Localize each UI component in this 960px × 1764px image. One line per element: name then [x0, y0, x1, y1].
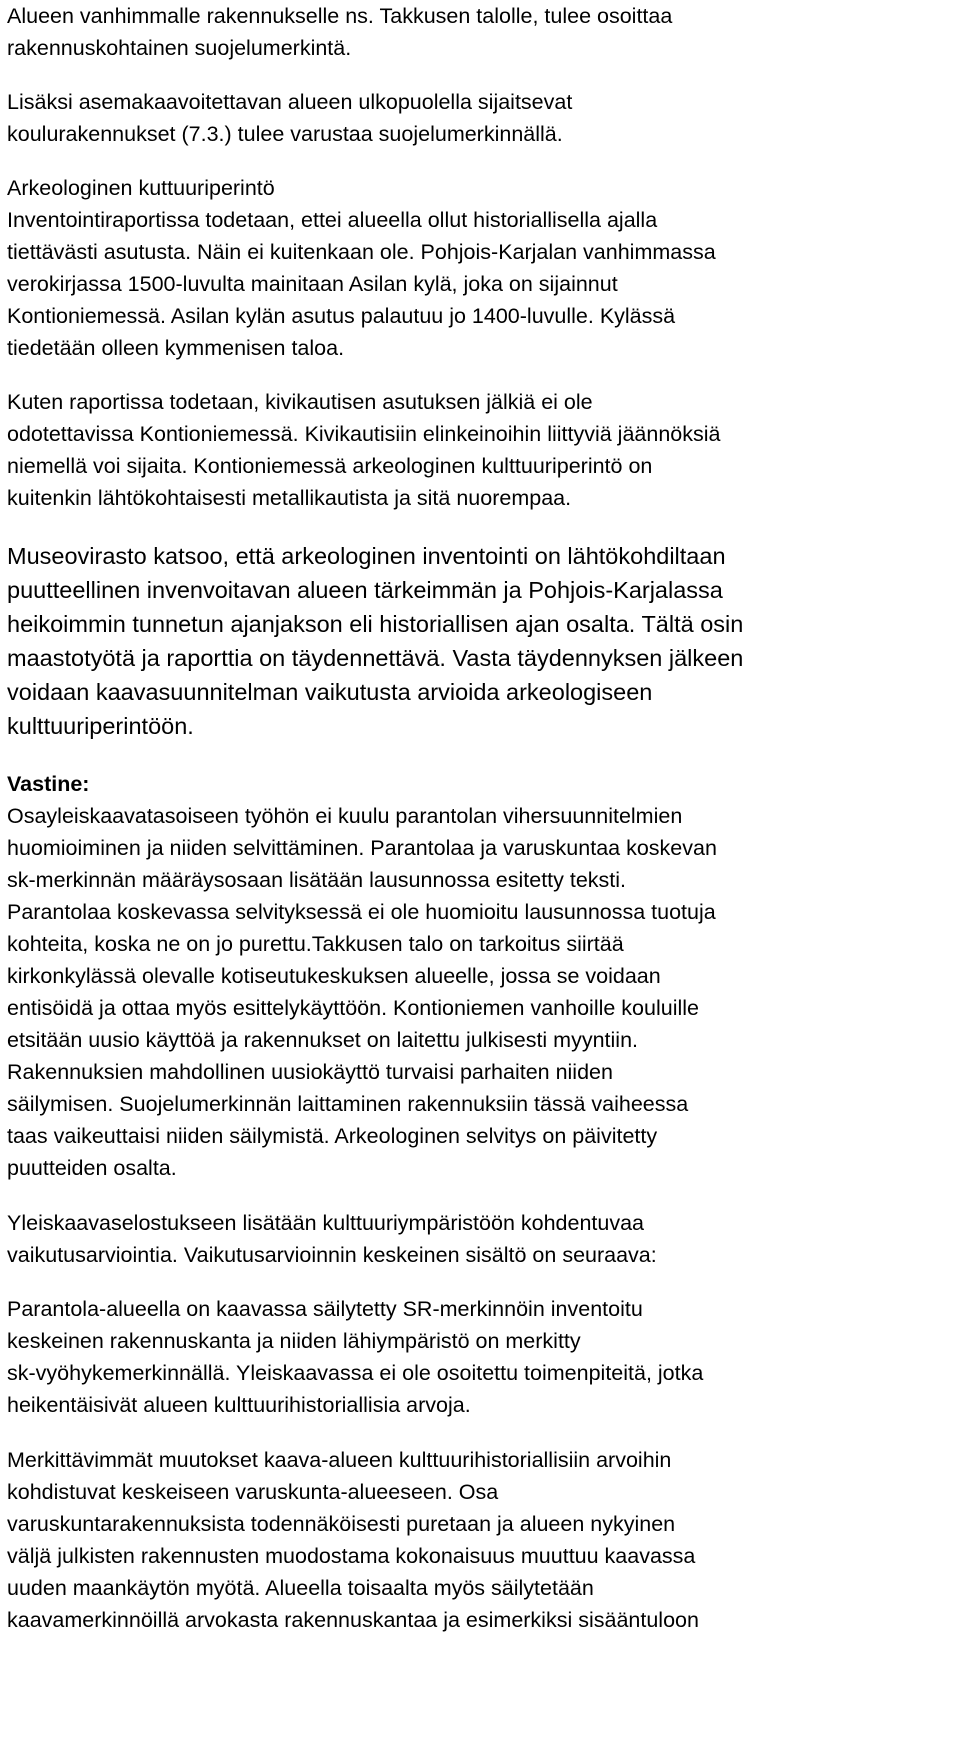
text-line: odotettavissa Kontioniemessä. Kivikautisiin elinkeinoihin liittyviä jäännöksiä — [7, 422, 721, 446]
text-line: Inventointiraportissa todetaan, ettei alueella ollut historiallisella ajalla — [7, 208, 658, 232]
text-line: Yleiskaavaselostukseen lisätään kulttuuriympäristöön kohdentuvaa — [7, 1211, 645, 1235]
vastine-heading: Vastine: — [7, 772, 90, 796]
text-line: varuskuntarakennuksista todennäköisesti puretaan ja alueen nykyinen — [7, 1512, 676, 1536]
text-line: tiedetään olleen kymmenisen taloa. — [7, 336, 345, 360]
text-line: keskeinen rakennuskanta ja niiden lähiympäristö on merkitty — [7, 1329, 581, 1353]
text-line: maastotyötä ja raporttia on täydennettävä. Vasta täydennyksen jälkeen — [7, 645, 744, 671]
text-line: Kuten raportissa todetaan, kivikautisen asutuksen jälkiä ei ole — [7, 390, 593, 414]
text-line: puutteellinen invenvoitavan alueen tärkeimmän ja Pohjois-Karjalassa — [7, 577, 723, 603]
text-line: uuden maankäytön myötä. Alueella toisaalta myös säilytetään — [7, 1576, 594, 1600]
text-line: heikoimmin tunnetun ajanjakson eli historiallisen ajan osalta. Tältä osin — [7, 611, 744, 637]
text-line: kirkonkylässä olevalle kotiseutukeskuksen alueelle, jossa se voidaan — [7, 964, 661, 988]
text-line: tiettävästi asutusta. Näin ei kuitenkaan ole. Pohjois-Karjalan vanhimmassa — [7, 240, 716, 264]
text-line: kohteita, koska ne on jo purettu.Takkusen talo on tarkoitus siirtää — [7, 932, 624, 956]
text-line: Rakennuksien mahdollinen uusiokäyttö turvaisi parhaiten niiden — [7, 1060, 613, 1084]
text-line: Merkittävimmät muutokset kaava-alueen kulttuurihistoriallisiin arvoihin — [7, 1448, 672, 1472]
text-line: Kontioniemessä. Asilan kylän asutus palautuu jo 1400-luvulle. Kylässä — [7, 304, 676, 328]
text-line: Lisäksi asemakaavoitettavan alueen ulkopuolella sijaitsevat — [7, 90, 573, 114]
text-line: sk-merkinnän määräysosaan lisätään lausunnossa esitetty teksti. — [7, 868, 627, 892]
text-line: entisöidä ja ottaa myös esittelykäyttöön. Kontioniemen vanhoille kouluille — [7, 996, 699, 1020]
text-line: etsitään uusio käyttöä ja rakennukset on laitettu julkisesti myyntiin. — [7, 1028, 638, 1052]
text-line: Osayleiskaavatasoiseen työhön ei kuulu parantolan vihersuunnitelmien — [7, 804, 683, 828]
text-line: sk-vyöhykemerkinnällä. Yleiskaavassa ei ole osoitettu toimenpiteitä, jotka — [7, 1361, 704, 1385]
text-line: Parantola-alueella on kaavassa säilytetty SR-merkinnöin inventoitu — [7, 1297, 643, 1321]
text-line: kohdistuvat keskeiseen varuskunta-alueeseen. Osa — [7, 1480, 499, 1504]
text-line: rakennuskohtainen suojelumerkintä. — [7, 36, 352, 60]
text-line: heikentäisivät alueen kulttuurihistoriallisia arvoja. — [7, 1393, 471, 1417]
text-line: Museovirasto katsoo, että arkeologinen inventointi on lähtökohdiltaan — [7, 543, 726, 569]
section-subheading: Arkeologinen kuttuuriperintö — [7, 176, 275, 200]
text-line: väljä julkisten rakennusten muodostama kokonaisuus muuttuu kaavassa — [7, 1544, 696, 1568]
text-line: säilymisen. Suojelumerkinnän laittaminen rakennuksiin tässä vaiheessa — [7, 1092, 689, 1116]
text-line: voidaan kaavasuunnitelman vaikutusta arvioida arkeologiseen — [7, 679, 653, 705]
text-line: Alueen vanhimmalle rakennukselle ns. Takkusen talolle, tulee osoittaa — [7, 4, 673, 28]
text-line: kulttuuriperintöön. — [7, 713, 194, 739]
text-line: vaikutusarviointia. Vaikutusarvioinnin keskeinen sisältö on seuraava: — [7, 1243, 657, 1267]
text-line: kaavamerkinnöillä arvokasta rakennuskantaa ja esimerkiksi sisääntuloon — [7, 1608, 699, 1632]
text-line: puutteiden osalta. — [7, 1156, 177, 1180]
text-line: Parantolaa koskevassa selvityksessä ei ole huomioitu lausunnossa tuotuja — [7, 900, 716, 924]
text-line: kuitenkin lähtökohtaisesti metallikautista ja sitä nuorempaa. — [7, 486, 572, 510]
text-line: huomioiminen ja niiden selvittäminen. Parantolaa ja varuskuntaa koskevan — [7, 836, 717, 860]
text-line: taas vaikeuttaisi niiden säilymistä. Arkeologinen selvitys on päivitetty — [7, 1124, 658, 1148]
text-line: niemellä voi sijaita. Kontioniemessä arkeologinen kulttuuriperintö on — [7, 454, 653, 478]
text-line: verokirjassa 1500-luvulta mainitaan Asilan kylä, joka on sijainnut — [7, 272, 618, 296]
text-line: koulurakennukset (7.3.) tulee varustaa suojelumerkinnällä. — [7, 122, 563, 146]
